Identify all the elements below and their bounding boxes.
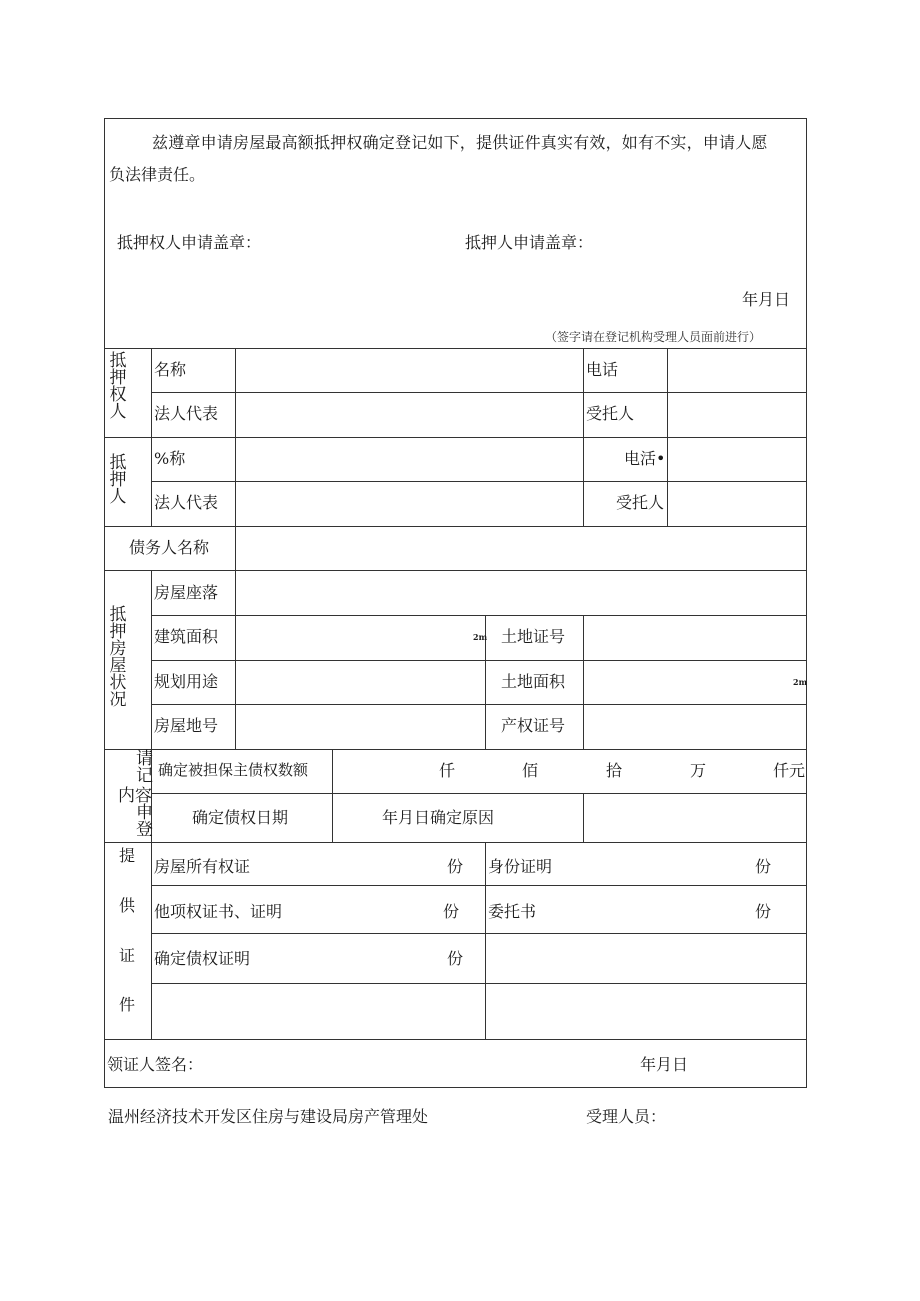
documents-label-2: 供: [119, 896, 136, 915]
land-cert-field[interactable]: [585, 617, 804, 658]
amount-unit-wan: 万: [690, 761, 707, 780]
mortgagor-phone-field[interactable]: [669, 439, 804, 479]
mortgagor-name-label: %称: [154, 449, 186, 468]
house-no-label: 房屋地号: [154, 716, 219, 735]
documents-label-3: 证: [119, 946, 136, 965]
mortgagee-legal-rep-field[interactable]: [237, 394, 581, 435]
claim-reason-field[interactable]: [585, 795, 804, 840]
registration-label-mid: 内容: [118, 786, 152, 806]
planned-use-label: 规划用途: [154, 672, 219, 691]
pickup-date: 年月日: [640, 1055, 689, 1074]
mortgagor-agent-field[interactable]: [669, 483, 804, 524]
building-area-unit: 2m: [473, 632, 488, 642]
mortgagee-agent-field[interactable]: [669, 394, 804, 435]
footer-receiver: 受理人员：: [586, 1107, 667, 1126]
id-proof-label: 身份证明: [488, 857, 553, 876]
mortgagor-legal-rep-label: 法人代表: [154, 493, 219, 512]
declaration-line-2: 负法律责任。: [109, 165, 206, 184]
mortgagee-agent-label: 受托人: [586, 404, 635, 423]
building-area-field[interactable]: [237, 617, 483, 658]
property-location-label: 房屋座落: [154, 583, 219, 602]
claim-date-reason: 年月日确定原因: [382, 808, 495, 827]
amount-unit-qianyuan: 仟元: [773, 761, 806, 780]
declaration-date: 年月日: [742, 290, 791, 309]
amount-unit-qian: 仟: [439, 761, 456, 780]
mortgagee-legal-rep-label: 法人代表: [154, 404, 219, 423]
ownership-cert-label: 房屋所有权证: [154, 857, 251, 876]
property-section-label: 抵押房屋状况: [109, 605, 127, 710]
mortgagor-section-label: 抵押人: [109, 453, 127, 507]
signing-note: （签字请在登记机构受理人员面前进行）: [545, 330, 762, 344]
declaration-line-1: 兹遵章申请房屋最高额抵押权确定登记如下，提供证件真实有效，如有不实，申请人愿: [152, 133, 768, 152]
claim-date-label: 确定债权日期: [192, 808, 289, 827]
documents-label-4: 件: [119, 995, 136, 1014]
land-cert-label: 土地证号: [501, 627, 566, 646]
mortgagee-name-label: 名称: [154, 360, 187, 379]
mortgagee-phone-field[interactable]: [669, 350, 804, 390]
land-area-label: 土地面积: [501, 672, 566, 691]
debtor-name-label: 债务人名称: [129, 538, 210, 557]
mortgagee-seal-label: 抵押权人申请盖章：: [117, 233, 262, 252]
property-cert-field[interactable]: [585, 706, 804, 747]
pickup-signature-label: 领证人签名：: [107, 1055, 204, 1074]
building-area-label: 建筑面积: [154, 627, 219, 646]
other-cert-unit: 份: [443, 902, 460, 921]
land-area-field[interactable]: [585, 662, 804, 702]
mortgagee-section-label: 抵押权人: [109, 351, 127, 422]
mortgagee-phone-label: 电话: [586, 360, 619, 379]
amount-unit-shi: 拾: [606, 761, 623, 780]
registration-label-bot: 申登: [136, 803, 153, 840]
ownership-cert-unit: 份: [447, 857, 464, 876]
amount-unit-bai: 佰: [522, 761, 539, 780]
mortgagor-phone-label: 电活•: [624, 449, 666, 468]
pickup-signature-field[interactable]: [205, 1043, 625, 1085]
footer-office: 温州经济技术开发区住房与建设局房产管理处: [108, 1107, 429, 1126]
documents-label-1: 提: [119, 846, 136, 865]
house-no-field[interactable]: [237, 706, 483, 747]
debtor-name-field[interactable]: [237, 528, 804, 568]
claim-proof-label: 确定债权证明: [154, 949, 251, 968]
power-of-attorney-label: 委托书: [488, 902, 537, 921]
mortgagor-seal-label: 抵押人申请盖章：: [465, 233, 594, 252]
other-cert-label: 他项权证书、证明: [154, 902, 283, 921]
mortgagor-agent-label: 受托人: [616, 493, 665, 512]
registration-label-top: 请记: [136, 749, 153, 786]
id-proof-unit: 份: [755, 857, 772, 876]
mortgagor-name-field[interactable]: [237, 439, 581, 479]
application-form: [104, 118, 807, 1088]
property-location-field[interactable]: [237, 572, 804, 613]
mortgagor-legal-rep-field[interactable]: [237, 483, 581, 524]
property-cert-label: 产权证号: [501, 716, 566, 735]
planned-use-field[interactable]: [237, 662, 483, 702]
power-of-attorney-unit: 份: [755, 902, 772, 921]
claim-proof-unit: 份: [447, 949, 464, 968]
amount-label: 确定被担保主债权数额: [158, 761, 309, 779]
mortgagee-name-field[interactable]: [237, 350, 581, 390]
land-area-unit: 2m: [793, 677, 808, 687]
